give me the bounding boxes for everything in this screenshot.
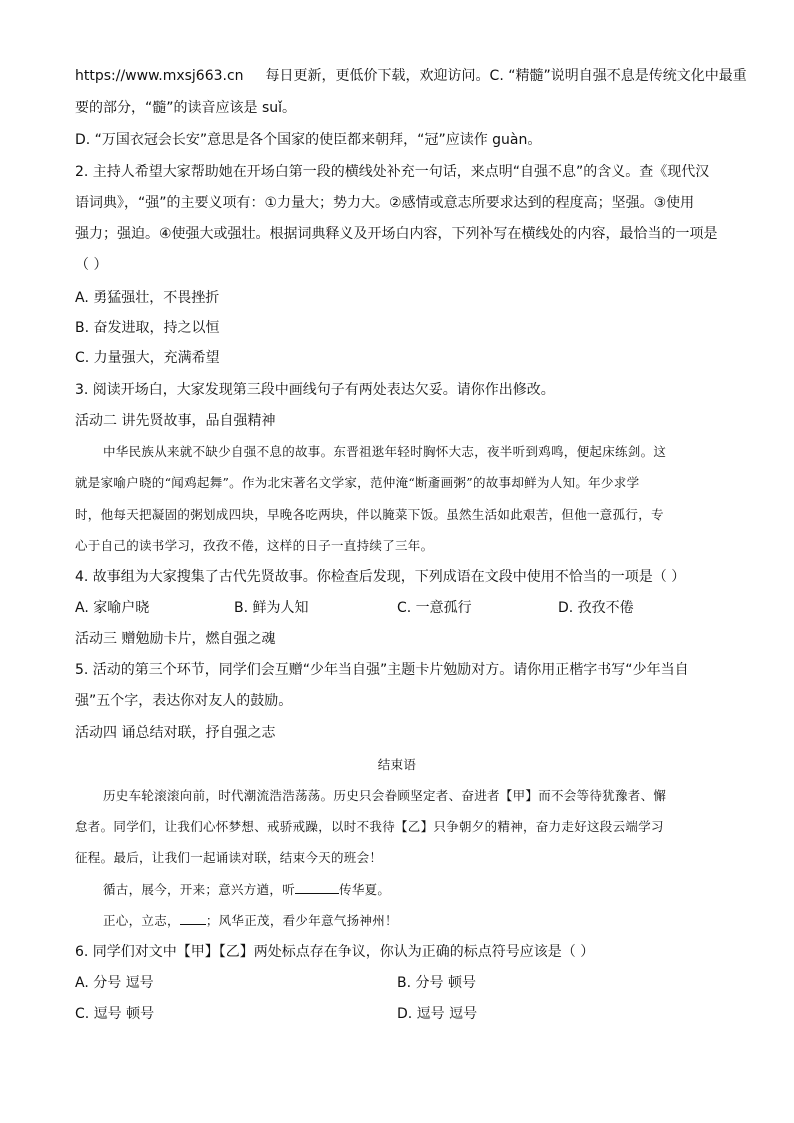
- option-d: D. 逗号 逗号: [397, 1006, 478, 1022]
- question-4: 4. 故事组为大家搜集了古代先贤故事。你检查后发现，下列成语在文段中使用不恰当的一项是（ ）: [75, 569, 686, 585]
- answer-bracket: （ ）: [75, 257, 108, 273]
- option-b: B. 奋发进取，持之以恒: [75, 320, 220, 336]
- option-d-prev: D. “万国衣冠会长安”意思是各个国家的使臣都来朝拜，“冠”应读作 guàn。: [75, 132, 542, 148]
- couplet-line-1: 循古，展今，开来；意兴方遒，听 传华夏。: [103, 882, 391, 897]
- source-url[interactable]: https://www.mxsj663.cn: [75, 68, 244, 84]
- option-b: B. 分号 顿号: [397, 975, 476, 991]
- text-line: https://www.mxsj663.cn 每日更新，更低价下载，欢迎访问。C. “精髓”说明自强不息是传统文化中最重: [75, 68, 747, 84]
- story-line: 中华民族从来就不缺少自强不息的故事。东晋祖逖年轻时胸怀大志，夜半听到鸡鸣，便起床练剑。这: [103, 444, 667, 459]
- question-5: 5. 活动的第三个环节，同学们会互赠“少年当自强”主题卡片勉励对方。请你用正楷字书写“少年当自: [75, 662, 689, 678]
- question-6: 6. 同学们对文中【甲】【乙】两处标点存在争议，你认为正确的标点符号应该是（ ）: [75, 944, 595, 960]
- question-2-cont: 语词典》，“强”的主要义项有：①力量大；势力大。②感情或意志所要求达到的程度高；坚强。③使用: [75, 195, 695, 211]
- option-b: B. 鲜为人知: [234, 600, 309, 616]
- closing-line: 历史车轮滚滚向前，时代潮流浩浩荡荡。历史只会眷顾坚定者、奋进者【甲】而不会等待犹豫者、懈: [103, 788, 667, 803]
- activity-4-heading: 活动四 诵总结对联，抒自强之志: [75, 725, 276, 741]
- fill-blank: [180, 912, 206, 925]
- option-a: A. 家喻户晓: [75, 600, 150, 616]
- option-c: C. 力量强大，充满希望: [75, 350, 220, 366]
- closing-line: 征程。最后，让我们一起诵读对联，结束今天的班会！: [75, 850, 383, 865]
- question-5-cont: 强”五个字，表达你对友人的鼓励。: [75, 693, 293, 709]
- option-a: A. 分号 逗号: [75, 975, 154, 991]
- option-d: D. 孜孜不倦: [558, 600, 634, 616]
- closing-title: 结束语: [377, 757, 417, 772]
- closing-line: 怠者。同学们，让我们心怀梦想、戒骄戒躁，以时不我待【乙】只争朝夕的精神，奋力走好这段云端学习: [75, 819, 664, 834]
- fill-blank: [295, 881, 339, 894]
- story-line: 心于自己的读书学习，孜孜不倦，这样的日子一直持续了三年。: [75, 538, 434, 553]
- story-line: 时，他每天把凝固的粥划成四块，早晚各吃两块，伴以腌菜下饭。虽然生活如此艰苦，但他一意孤行，专: [75, 507, 664, 522]
- option-a: A. 勇猛强壮，不畏挫折: [75, 290, 220, 306]
- option-c: C. 一意孤行: [397, 600, 472, 616]
- couplet-line-2: 正心，立志， ；风华正茂，看少年意气扬神州！: [103, 913, 398, 928]
- question-2-cont: 强力；强迫。④使强大或强壮。根据词典释义及开场白内容，下列补写在横线处的内容，最恰当的一项是: [75, 226, 718, 242]
- question-3: 3. 阅读开场白，大家发现第三段中画线句子有两处表达欠妥。请你作出修改。: [75, 382, 555, 398]
- question-2: 2. 主持人希望大家帮助她在开场白第一段的横线处补充一句话，来点明“自强不息”的含义。查《现代汉: [75, 164, 710, 180]
- story-line: 就是家喻户晓的“闻鸡起舞”。作为北宋著名文学家，范仲淹“断齑画粥”的故事却鲜为人知。年少求学: [75, 475, 640, 490]
- activity-2-heading: 活动二 讲先贤故事，品自强精神: [75, 413, 276, 429]
- option-c: C. 逗号 顿号: [75, 1006, 155, 1022]
- activity-3-heading: 活动三 赠勉励卡片，燃自强之魂: [75, 631, 276, 647]
- text-line: 要的部分，“髓”的读音应该是 suǐ。: [75, 100, 297, 116]
